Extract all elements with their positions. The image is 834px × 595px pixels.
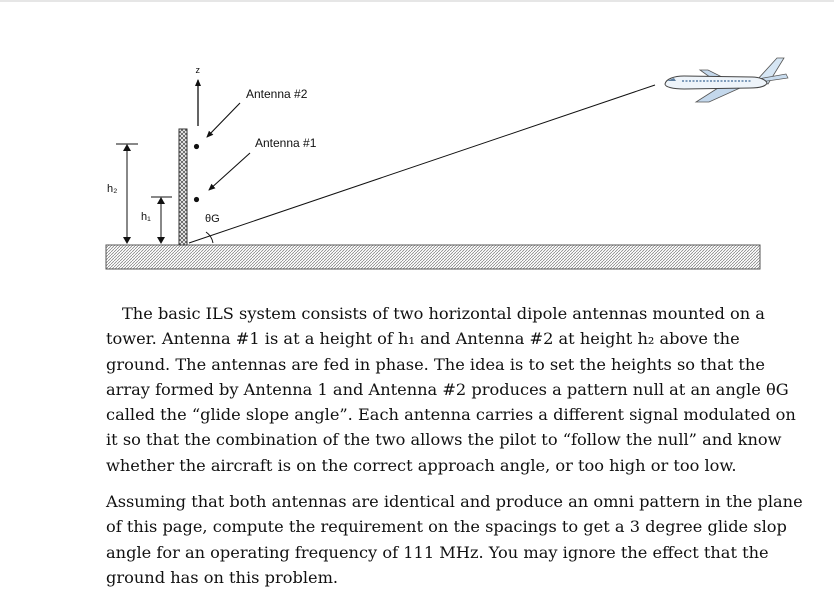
z-axis-label: z [195, 65, 200, 75]
antenna-2-dot [194, 144, 199, 149]
antenna-2-label: Antenna #2 [246, 87, 308, 101]
h1-label: h₁ [141, 211, 151, 223]
antenna-1-label: Antenna #1 [255, 136, 317, 150]
ils-diagram [0, 0, 834, 290]
airplane-icon [665, 58, 788, 102]
h2-arrow-bottom [123, 237, 131, 244]
paragraph-question: Assuming that both antennas are identical and produce an omni pattern in the plane of this page, compute the requirement on the spacings to get a 3 degree glide slop angle for an operating frequency of 111 MHz. You may ignore the effect that the ground has on this problem. [106, 492, 803, 587]
theta-arc [206, 232, 213, 243]
h1-arrow-bottom [157, 237, 165, 244]
glide-slope-line [189, 85, 655, 243]
antenna-2-pointer [207, 103, 240, 137]
theta-g-label: θG [205, 213, 220, 225]
ground-icon [106, 245, 760, 269]
h2-arrow-top [123, 144, 131, 151]
antenna-1-dot [194, 197, 199, 202]
antenna-1-pointer [209, 153, 250, 190]
h2-label: h₂ [107, 183, 118, 195]
antenna-tower-icon [179, 129, 187, 245]
paragraph-intro: The basic ILS system consists of two horizontal dipole antennas mounted on a tower. Antenna #1 is at a height of h₁ and Antenna #2 at height h₂ above the ground. The antennas are fed in phase. The idea is to set the heights so that the array formed by Antenna 1 and Antenna #2 produces a pattern null at an angle θG called the “glide slope angle”. Each antenna carries a different signal modulated on it so that the combination of the two allows the pilot to “follow the null” and know whether the aircraft is on the correct approach angle, or too high or too low. [106, 304, 796, 475]
h1-arrow-top [157, 197, 165, 204]
